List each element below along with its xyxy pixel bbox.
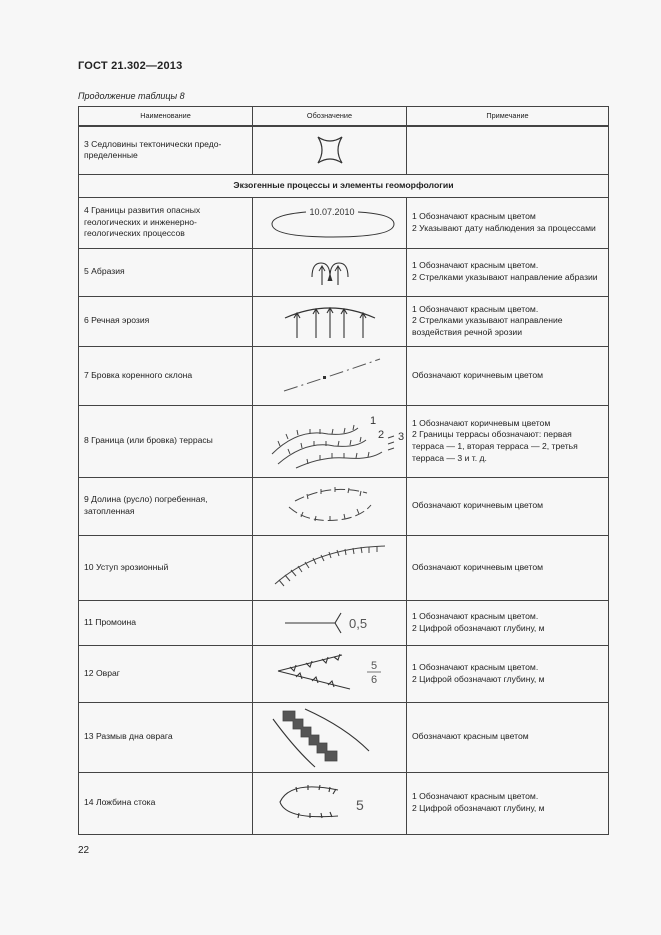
row-note <box>407 346 609 405</box>
hollow-depth-label: 5 <box>355 797 364 813</box>
hazard-boundary-symbol-icon <box>258 201 407 245</box>
row-name: 10 Уступ эрозионный <box>79 535 253 600</box>
note-line: 1 Обозначают красным цветом. <box>412 661 539 672</box>
ravine-symbol-icon <box>270 649 390 699</box>
column-header-note: Примечание <box>407 107 609 127</box>
note-line: 2 Цифрой обозначают глубину, м <box>412 803 545 813</box>
note-line: 1 Обозначают коричневым цветом <box>412 417 551 428</box>
table-row <box>79 346 609 405</box>
table-row <box>79 248 609 296</box>
table-row <box>79 645 609 702</box>
row-symbol <box>253 645 407 702</box>
row-symbol <box>253 600 407 645</box>
row-name: 12 Овраг <box>79 645 253 702</box>
ravine-depth-bottom-label: 6 <box>370 673 377 686</box>
row-name: 9 Долина (русло) погребенная, затопленная <box>79 477 253 535</box>
row-symbol <box>253 248 407 296</box>
row-note <box>407 772 609 834</box>
row-note <box>407 405 609 477</box>
river-erosion-symbol-icon <box>275 300 385 342</box>
table-header-row <box>79 107 609 127</box>
table-continuation-caption: Продолжение таблицы 8 <box>78 91 185 101</box>
observation-date-label: 10.07.2010 <box>309 206 355 217</box>
row-symbol <box>253 405 407 477</box>
row-symbol <box>253 772 407 834</box>
row-symbol <box>253 126 407 174</box>
row-symbol <box>253 197 407 248</box>
page-number: 22 <box>78 845 90 856</box>
note-line: Обозначают коричневым цветом <box>412 561 544 572</box>
legend-table <box>78 106 609 835</box>
table-row <box>79 126 609 174</box>
row-name: 6 Речная эрозия <box>79 296 253 346</box>
row-note <box>407 248 609 296</box>
row-note <box>407 126 609 174</box>
row-symbol <box>253 477 407 535</box>
table-row <box>79 535 609 600</box>
row-note <box>407 477 609 535</box>
row-name: 5 Абразия <box>79 248 253 296</box>
section-title: Экзогенные процессы и элементы геоморфологии <box>79 174 609 197</box>
row-note <box>407 535 609 600</box>
drainage-hollow-symbol-icon <box>270 776 390 830</box>
row-note <box>407 600 609 645</box>
row-name: 11 Промоина <box>79 600 253 645</box>
row-note <box>407 645 609 702</box>
row-note <box>407 296 609 346</box>
note-line: 2 Границы террасы обозначают: первая терраса — 1, вторая терраса — 2, третья терраса — 3 и т. д. <box>412 429 578 463</box>
terrace-boundary-symbol-icon <box>258 408 407 474</box>
note-line: 1 Обозначают красным цветом. <box>412 791 539 802</box>
gully-depth-label: 0,5 <box>348 615 367 631</box>
row-name: 13 Размыв дна оврага <box>79 702 253 772</box>
terrace-label-3: 3 <box>398 431 405 443</box>
row-name: 7 Бровка коренного склона <box>79 346 253 405</box>
note-line: 1 Обозначают красным цветом <box>412 210 536 221</box>
column-header-symbol: Обозначение <box>253 107 407 127</box>
row-symbol <box>253 702 407 772</box>
note-line: 2 Стрелками указывают направление воздействия речной эрозии <box>412 315 563 337</box>
note-line: 2 Стрелками указывают направление абразии <box>412 272 598 282</box>
row-note <box>407 197 609 248</box>
bedrock-slope-edge-symbol-icon <box>270 351 390 401</box>
note-line: 1 Обозначают красным цветом. <box>412 610 539 621</box>
terrace-label-1: 1 <box>370 415 377 427</box>
ravine-depth-top-label: 5 <box>370 659 377 672</box>
table-row <box>79 405 609 477</box>
row-name: 4 Границы развития опасных геологических и инженерно-геологических процессов <box>79 197 253 248</box>
table-row <box>79 772 609 834</box>
gully-symbol-icon <box>275 605 385 641</box>
saddle-symbol-icon <box>310 133 350 167</box>
row-symbol <box>253 535 407 600</box>
table-row <box>79 600 609 645</box>
row-symbol <box>253 296 407 346</box>
row-name: 14 Ложбина стока <box>79 772 253 834</box>
erosional-scarp-symbol-icon <box>265 540 395 596</box>
ravine-bed-scour-symbol-icon <box>265 705 395 769</box>
abrasion-symbol-icon <box>290 255 370 289</box>
table-row <box>79 477 609 535</box>
note-line: 1 Обозначают красным цветом. <box>412 303 539 314</box>
terrace-label-2: 2 <box>378 429 385 441</box>
note-line: 2 Цифрой обозначают глубину, м <box>412 673 545 684</box>
note-line: 2 Цифрой обозначают глубину, м <box>412 622 545 633</box>
note-line: 1 Обозначают красным цветом. <box>412 260 539 271</box>
column-header-name: Наименование <box>79 107 253 127</box>
row-name: 3 Седловины тектонически предо-пределенные <box>79 126 253 174</box>
row-name: 8 Граница (или бровка) террасы <box>79 405 253 477</box>
table-row <box>79 702 609 772</box>
table-row <box>79 197 609 248</box>
document-code: ГОСТ 21.302—2013 <box>78 60 183 72</box>
note-line: Обозначают коричневым цветом <box>412 369 544 380</box>
buried-valley-symbol-icon <box>275 481 385 531</box>
section-row <box>79 174 609 197</box>
row-symbol <box>253 346 407 405</box>
table-row <box>79 296 609 346</box>
row-note <box>407 702 609 772</box>
note-line: 2 Указывают дату наблюдения за процессами <box>412 222 596 233</box>
note-line: Обозначают красным цветом <box>412 731 529 742</box>
note-line: Обозначают коричневым цветом <box>412 500 544 511</box>
